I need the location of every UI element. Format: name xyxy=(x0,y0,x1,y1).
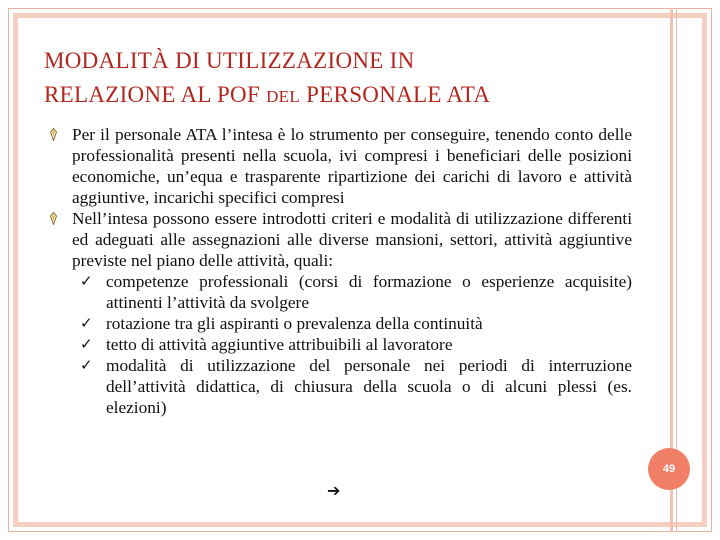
title-line-2 xyxy=(44,78,644,114)
slide-title xyxy=(44,44,644,114)
check-icon: ✓ xyxy=(80,314,93,332)
bullet-text: Per il personale ATA l’intesa è lo strumento per conseguire, tenendo conto delle professionalità presenti nella scuola, ivi compresi i beneficiari delle posizioni economiche, un’equa e trasparente ripartizione dei carichi di lavoro e attività aggiuntive, incarichi specifici compresi xyxy=(72,125,632,207)
check-item xyxy=(80,271,632,313)
check-list xyxy=(50,271,632,418)
page-number: 49 xyxy=(662,463,676,475)
check-icon: ✓ xyxy=(80,356,93,374)
check-item xyxy=(80,355,632,418)
check-icon: ✓ xyxy=(80,272,93,290)
arrow-right-icon: ➔ xyxy=(327,481,341,500)
title-line-2-small: DEL xyxy=(266,87,301,106)
check-text: tetto di attività aggiuntive attribuibili al lavoratore xyxy=(106,335,453,354)
slide-content xyxy=(50,124,632,418)
check-item xyxy=(80,313,632,334)
check-text: modalità di utilizzazione del personale nei periodi di interruzione dell’attività didattica, di chiusura della scuola o di alcuni plessi (es. elezioni) xyxy=(106,356,632,417)
check-item xyxy=(80,334,632,355)
bullet-icon xyxy=(50,128,57,141)
bullet-text: Nell’intesa possono essere introdotti criteri e modalità di utilizzazione differenti ed adeguati alle assegnazioni alle diverse mansioni, settori, attività aggiuntive previste nel piano delle attività, quali: xyxy=(72,209,632,270)
title-line-1: MODALITÀ DI UTILIZZAZIONE IN xyxy=(44,48,415,73)
page-number-badge xyxy=(648,448,690,490)
check-text: rotazione tra gli aspiranti o prevalenza della continuità xyxy=(106,314,483,333)
bullet-icon xyxy=(50,212,57,225)
check-icon: ✓ xyxy=(80,335,93,353)
bullet-item xyxy=(50,208,632,271)
bullet-item xyxy=(50,124,632,208)
title-line-2-part-2: PERSONALE ATA xyxy=(300,82,491,107)
check-text: competenze professionali (corsi di formazione o esperienze acquisite) attinenti l’attività da svolgere xyxy=(106,272,632,312)
title-line-2-part-1: RELAZIONE AL POF xyxy=(44,82,267,107)
